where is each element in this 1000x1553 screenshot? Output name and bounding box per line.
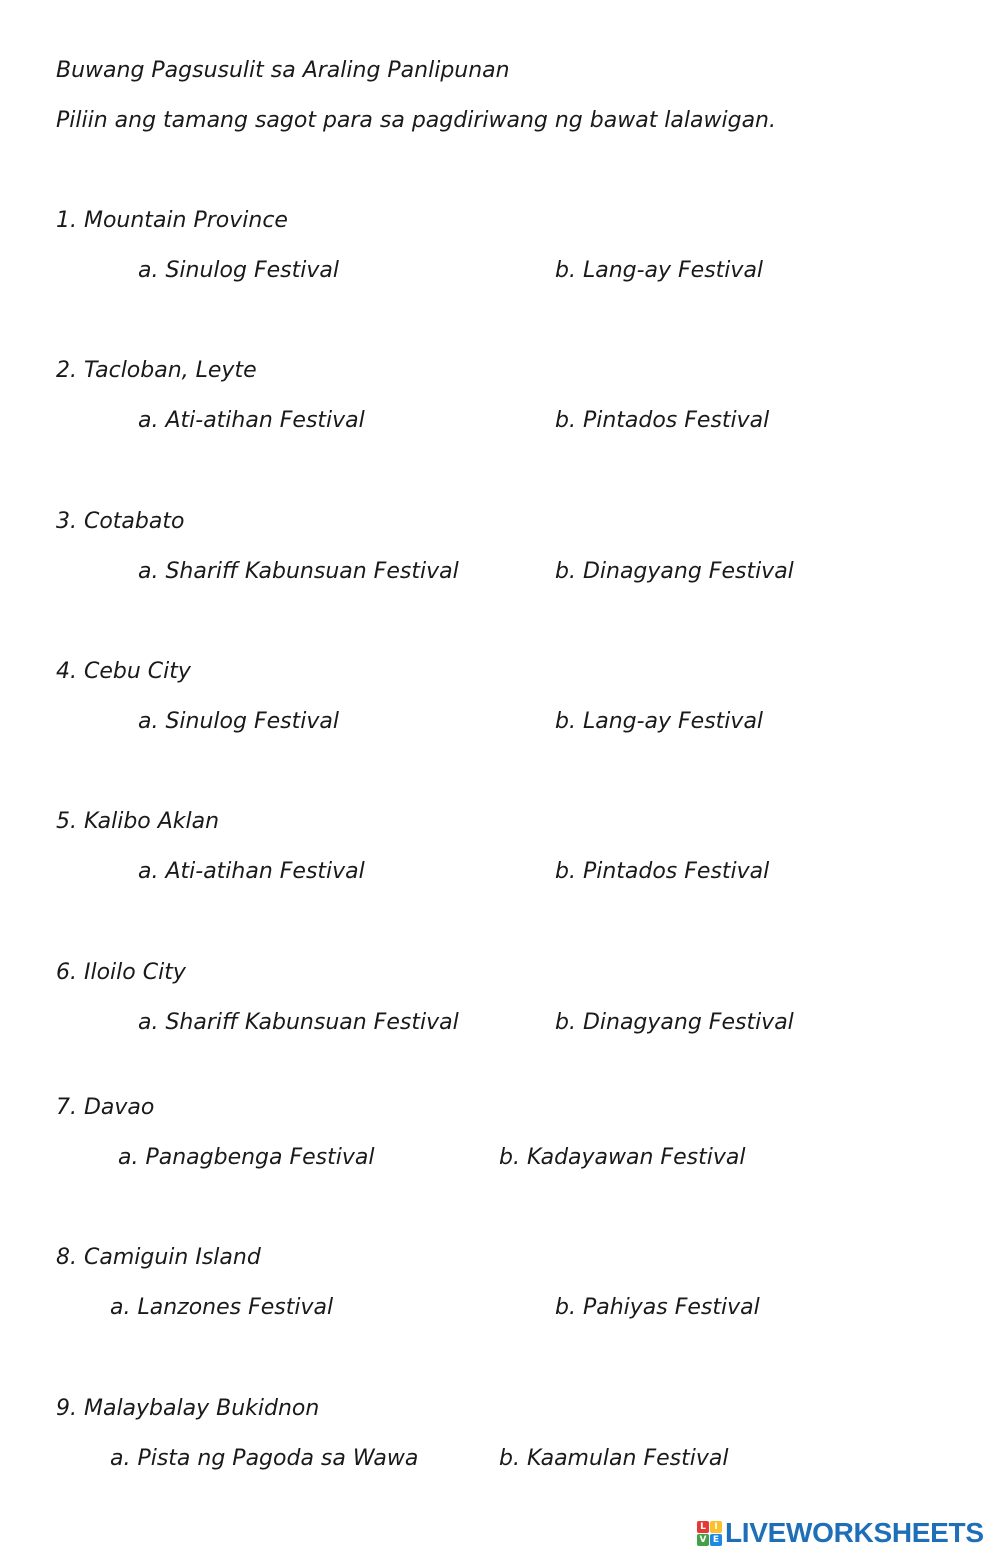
question-prompt: 5. Kalibo Aklan [56,809,220,834]
option-b[interactable]: b. Pahiyas Festival [555,1295,760,1320]
question-prompt: 4. Cebu City [56,659,191,684]
question-prompt: 6. Iloilo City [56,960,186,985]
logo-tile: L [697,1521,709,1533]
question-prompt: 3. Cotabato [56,509,185,534]
option-b[interactable]: b. Kaamulan Festival [499,1446,729,1471]
option-b[interactable]: b. Pintados Festival [555,859,770,884]
option-b[interactable]: b. Lang-ay Festival [555,709,764,734]
option-a[interactable]: a. Pista ng Pagoda sa Wawa [110,1446,419,1471]
option-a[interactable]: a. Sinulog Festival [138,258,339,283]
logo-tile: V [697,1534,709,1546]
option-a[interactable]: a. Shariff Kabunsuan Festival [138,1010,459,1035]
logo-tile: E [710,1534,722,1546]
option-a[interactable]: a. Panagbenga Festival [118,1145,375,1170]
option-a[interactable]: a. Shariff Kabunsuan Festival [138,559,459,584]
page-title: Buwang Pagsusulit sa Araling Panlipunan [56,58,510,83]
option-a[interactable]: a. Sinulog Festival [138,709,339,734]
option-a[interactable]: a. Ati-atihan Festival [138,859,365,884]
option-b[interactable]: b. Pintados Festival [555,408,770,433]
liveworksheets-logo-icon [697,1521,722,1546]
question-prompt: 8. Camiguin Island [56,1245,261,1270]
option-b[interactable]: b. Lang-ay Festival [555,258,764,283]
option-b[interactable]: b. Kadayawan Festival [499,1145,746,1170]
logo-tile: I [710,1521,722,1533]
option-a[interactable]: a. Lanzones Festival [110,1295,334,1320]
option-a[interactable]: a. Ati-atihan Festival [138,408,365,433]
liveworksheets-logo [697,1515,984,1551]
question-prompt: 1. Mountain Province [56,208,288,233]
instructions: Piliin ang tamang sagot para sa pagdiriwang ng bawat lalawigan. [56,108,776,133]
question-prompt: 9. Malaybalay Bukidnon [56,1396,320,1421]
option-b[interactable]: b. Dinagyang Festival [555,1010,794,1035]
brand-name: LIVEWORKSHEETS [725,1517,984,1548]
option-b[interactable]: b. Dinagyang Festival [555,559,794,584]
question-prompt: 2. Tacloban, Leyte [56,358,257,383]
question-prompt: 7. Davao [56,1095,155,1120]
